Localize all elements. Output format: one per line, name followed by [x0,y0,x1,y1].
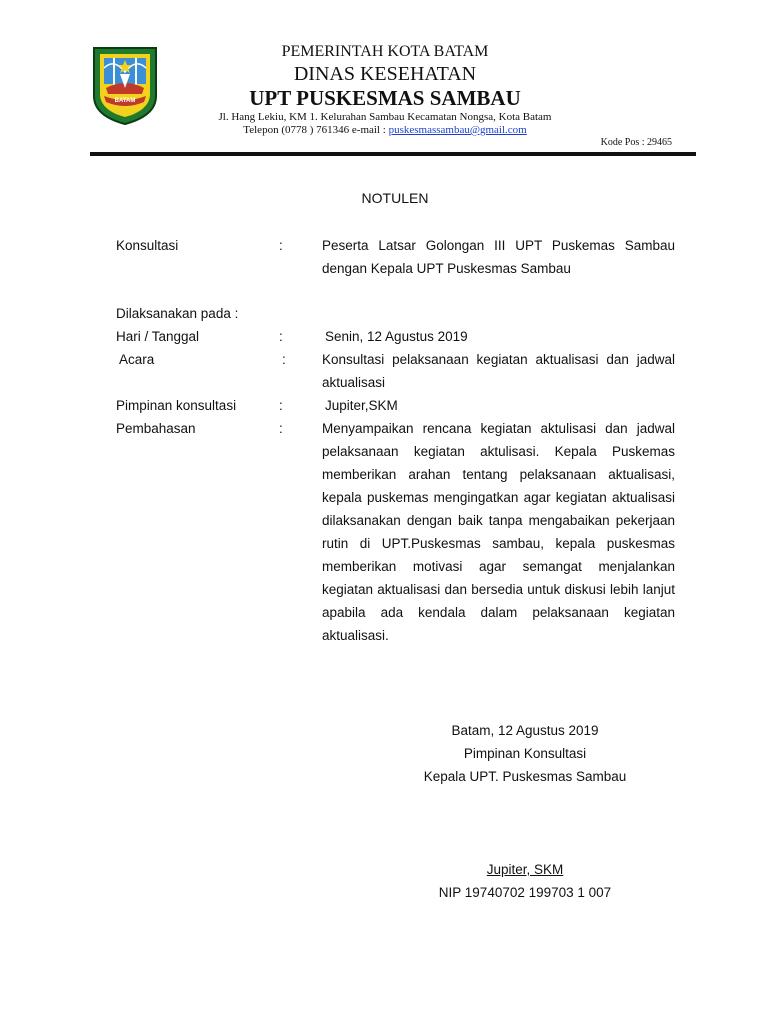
document-title: NOTULEN [361,190,429,206]
letterhead-contact [170,124,600,136]
hari-tanggal-value: Senin, 12 Agustus 2019 [325,329,468,344]
letterhead-government: PEMERINTAH KOTA BATAM [281,43,489,60]
dilaksanakan-label: Dilaksanakan pada : [116,306,239,321]
signatory-name: Jupiter, SKM [486,862,564,877]
pembahasan-colon: : [279,421,283,436]
phone-label: Telepon (0778 ) 761346 e-mail : [243,124,386,136]
pembahasan-value: Menyampaikan rencana kegiatan aktulisasi dan jadwal pelaksanaan kegiatan aktulisasi. Kepala Puskemas memberikan arahan tentang pelaksanaan aktualisasi, kepala puskemas mengingatkan agar kegiatan aktualisasi dilaksanakan dengan baik tanpa mengabaikan pekerjaan rutin di UPT.Puskesmas sambau, kepala puskesmas memberikan motivasi agar semangat menjalankan kegiatan aktualisasi dan bersedia untuk diskusi lebih lanjut apabila ada kendala dalam pelaksanaan kegiatan aktualisasi. [322,421,675,643]
pimpinan-colon: : [279,398,283,413]
hari-tanggal-label: Hari / Tanggal [116,329,200,344]
pimpinan-value: Jupiter,SKM [325,398,398,413]
letterhead-unit: UPT PUSKESMAS SAMBAU [249,86,521,110]
acara-label: Acara [119,352,155,367]
batam-city-logo [90,44,160,126]
acara-colon: : [282,352,286,367]
pembahasan-label: Pembahasan [116,421,196,436]
konsultasi-label: Konsultasi [116,238,179,253]
signature-nip: NIP 19740702 199703 1 007 [438,885,612,900]
letterhead-divider [90,152,696,156]
signature-position: Kepala UPT. Puskesmas Sambau [423,769,627,784]
letterhead-address: Jl. Hang Lekiu, KM 1. Kelurahan Sambau Kecamatan Nongsa, Kota Batam [218,111,552,123]
letterhead-department: DINAS KESEHATAN [293,63,477,85]
pimpinan-label: Pimpinan konsultasi [116,398,237,413]
signature-place-date: Batam, 12 Agustus 2019 [451,723,599,738]
email-link[interactable]: puskesmassambau@gmail.com [388,124,527,136]
hari-tanggal-colon: : [279,329,283,344]
postal-code: Kode Pos : 29465 [600,137,672,148]
signature-name [360,858,690,881]
konsultasi-value: Peserta Latsar Golongan III UPT Puskemas Sambau dengan Kepala UPT Puskesmas Sambau [322,238,675,276]
svg-text:BATAM: BATAM [114,98,136,104]
konsultasi-colon: : [279,238,283,253]
signature-role: Pimpinan Konsultasi [463,746,587,761]
acara-value: Konsultasi pelaksanaan kegiatan aktualisasi dan jadwal aktualisasi [322,352,675,390]
